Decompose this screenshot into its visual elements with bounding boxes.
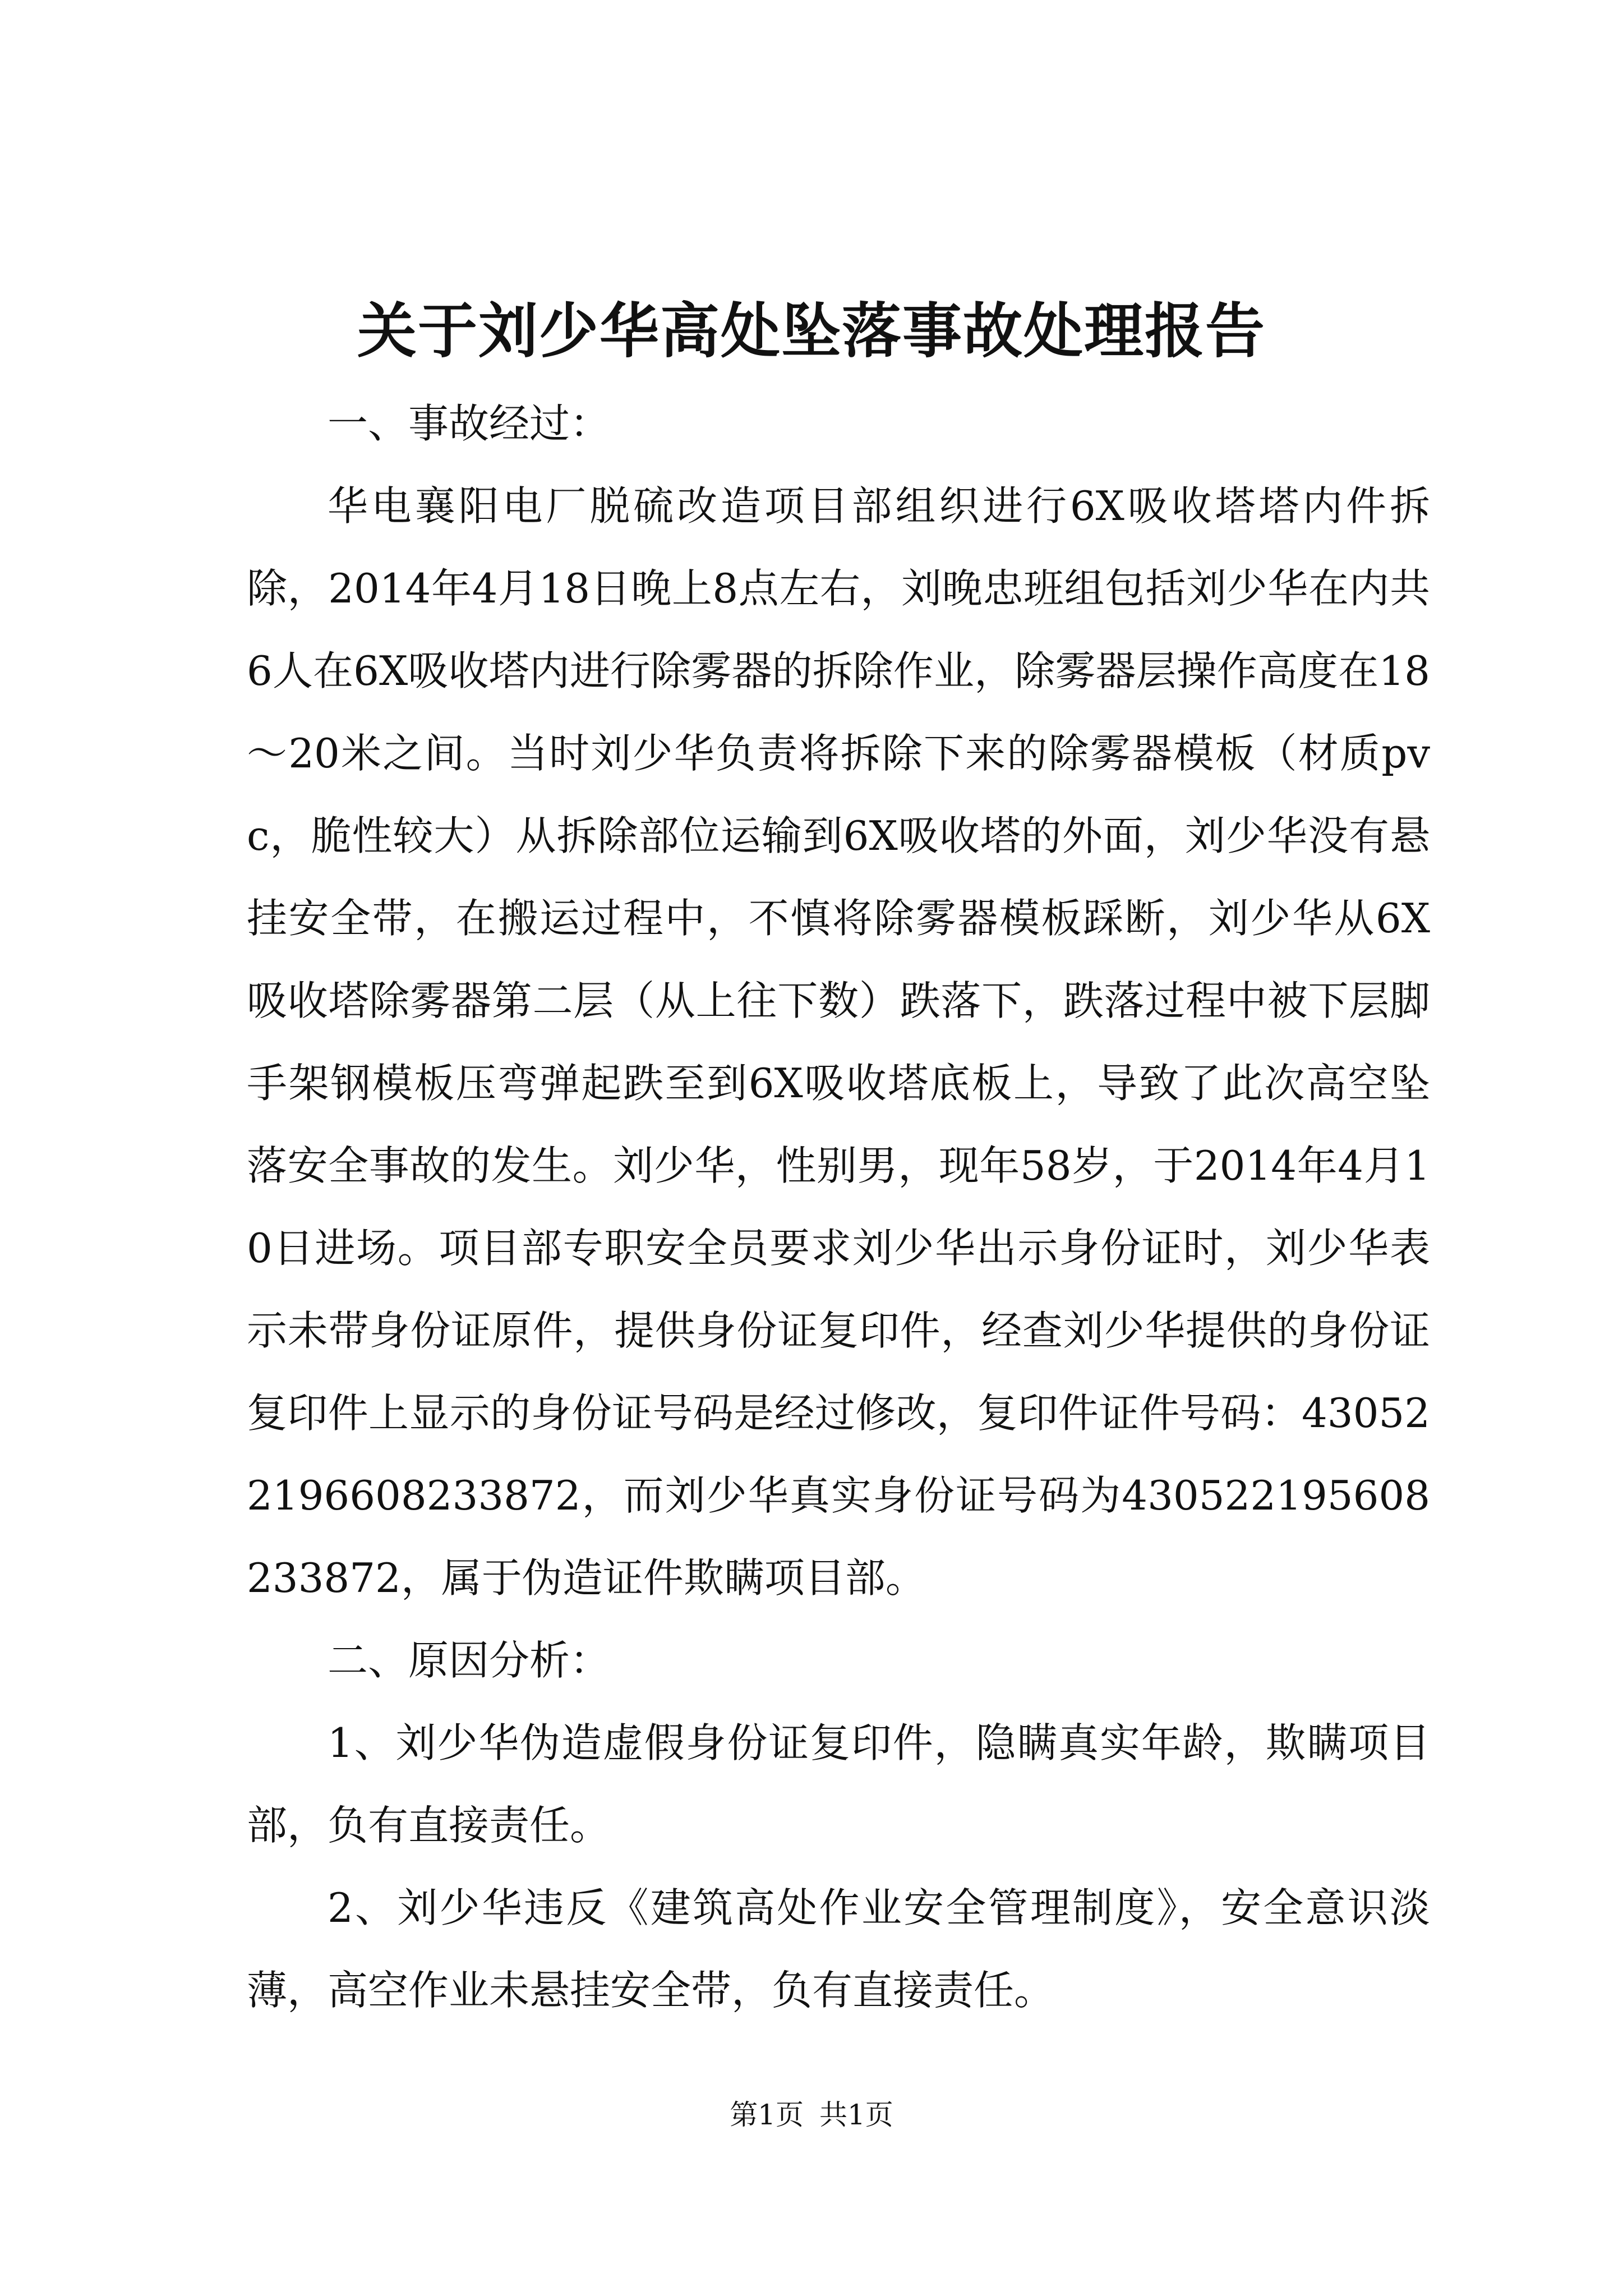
paragraph-accident-details: 华电襄阳电厂脱硫改造项目部组织进行6X吸收塔塔内件拆除，2014年4月18日晚上8点左右，刘晚忠班组包括刘少华在内共6人在6X吸收塔内进行除雾器的拆除作业，除雾器层操作高度在18～20米之间。当时刘少华负责将拆除下来的除雾器模板（材质pvc，脆性较大）从拆除部位运输到6X吸收塔的外面，刘少华没有悬挂安全带，在搬运过程中，不慎将除雾器模板踩断，刘少华从6X吸收塔除雾器第二层（从上往下数）跌落下，跌落过程中被下层脚手架钢模板压弯弹起跌至到6X吸收塔底板上，导致了此次高空坠落安全事故的发生。刘少华，性别男，现年58岁，于2014年4月10日进场。项目部专职安全员要求刘少华出示身份证时，刘少华表示未带身份证原件，提供身份证复印件，经查刘少华提供的身份证复印件上显示的身份证号码是经过修改，复印件证件号码：430522196608233872，而刘少华真实身份证号码为430522195608233872，属于伪造证件欺瞒项目部。 [247, 482, 1430, 1602]
section-heading-cause: 二、原因分析： [328, 1637, 611, 1684]
page-number: 第1页 [730, 2099, 804, 2131]
page-total: 共1页 [819, 2099, 893, 2131]
document-body [247, 383, 1430, 2032]
paragraph-cause-2: 2、刘少华违反《建筑高处作业安全管理制度》，安全意识淡薄，高空作业未悬挂安全带，负有直接责任。 [247, 1884, 1430, 2014]
section-heading-accident: 一、事故经过： [328, 400, 611, 447]
document-title: 关于刘少华高处坠落事故处理报告 [357, 296, 1266, 366]
paragraph-cause-1: 1、刘少华伪造虚假身份证复印件，隐瞒真实年龄，欺瞒项目部，负有直接责任。 [247, 1719, 1430, 1849]
page-footer [0, 2095, 1623, 2134]
